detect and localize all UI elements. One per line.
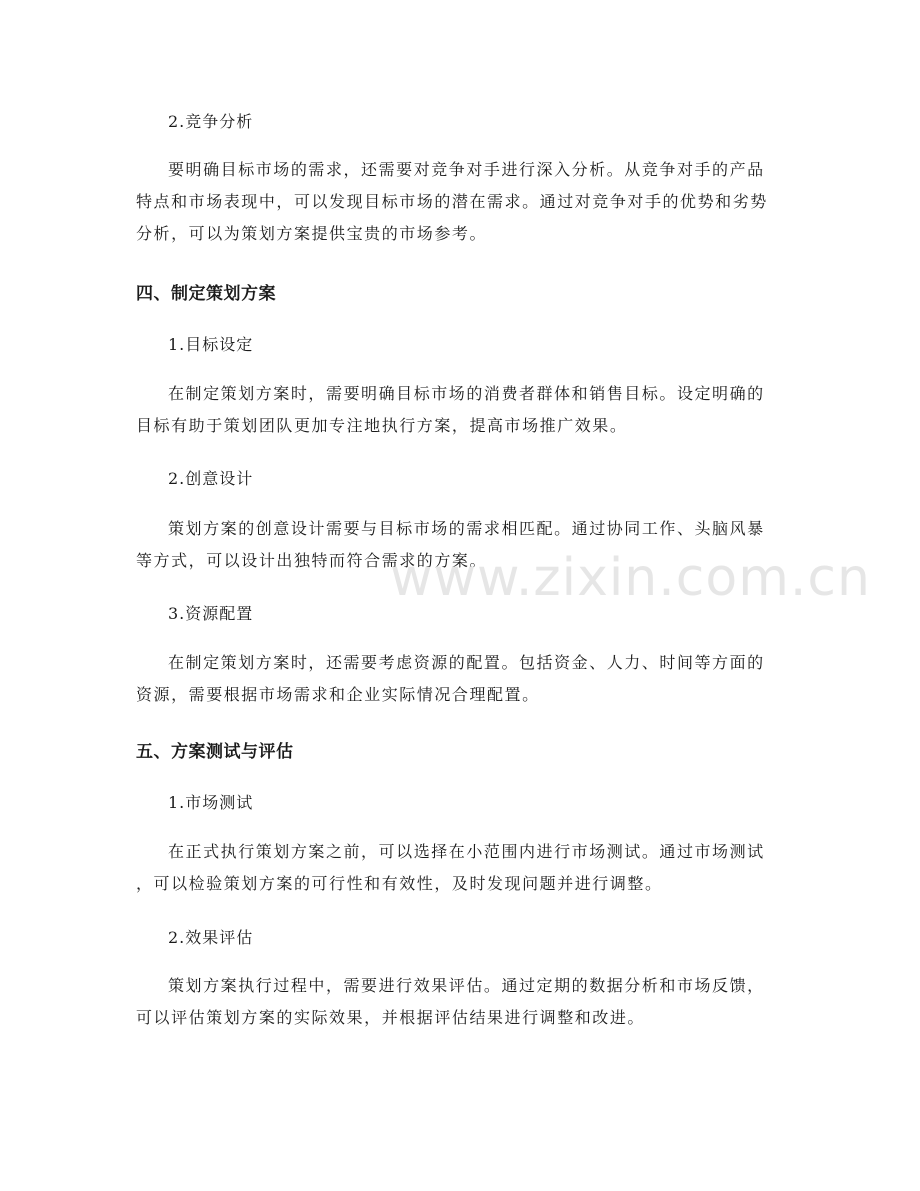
subsection-title-creative: 2.创意设计 <box>168 469 254 488</box>
paragraph-line: 在正式执行策划方案之前，可以选择在小范围内进行市场测试。通过市场测试 <box>168 842 765 861</box>
paragraph-line: ，可以检验策划方案的可行性和有效性，及时发现问题并进行调整。 <box>136 874 663 893</box>
paragraph-line: 策划方案执行过程中，需要进行效果评估。通过定期的数据分析和市场反馈， <box>168 976 765 995</box>
paragraph-line: 在制定策划方案时，还需要考虑资源的配置。包括资金、人力、时间等方面的 <box>168 653 765 672</box>
paragraph-line: 等方式，可以设计出独特而符合需求的方案。 <box>136 551 488 570</box>
watermark: www.zixin.com.cn <box>390 548 871 608</box>
subsection-title-goal: 1.目标设定 <box>168 335 254 354</box>
subsection-title-resources: 3.资源配置 <box>168 604 254 623</box>
subsection-title-market-test: 1.市场测试 <box>168 793 254 812</box>
paragraph-market-test <box>136 836 784 900</box>
paragraph-evaluation <box>136 970 784 1034</box>
paragraph-creative <box>136 513 784 577</box>
paragraph-line: 特点和市场表现中，可以发现目标市场的潜在需求。通过对竞争对手的优势和劣势 <box>136 192 768 211</box>
paragraph-line: 分析，可以为策划方案提供宝贵的市场参考。 <box>136 224 488 243</box>
paragraph-resources <box>136 647 784 711</box>
paragraph-line: 资源，需要根据市场需求和企业实际情况合理配置。 <box>136 685 540 704</box>
paragraph-goal <box>136 378 784 442</box>
paragraph-line: 策划方案的创意设计需要与目标市场的需求相匹配。通过协同工作、头脑风暴 <box>168 519 765 538</box>
subsection-title-evaluation: 2.效果评估 <box>168 928 254 947</box>
section-heading-testing: 五、方案测试与评估 <box>136 742 294 762</box>
paragraph-line: 目标有助于策划团队更加专注地执行方案，提高市场推广效果。 <box>136 416 628 435</box>
section-heading-plan: 四、制定策划方案 <box>136 284 276 304</box>
subsection-title-competition: 2.竞争分析 <box>168 112 254 131</box>
paragraph-line: 在制定策划方案时，需要明确目标市场的消费者群体和销售目标。设定明确的 <box>168 384 765 403</box>
paragraph-line: 要明确目标市场的需求，还需要对竞争对手进行深入分析。从竞争对手的产品 <box>168 160 765 179</box>
paragraph-line: 可以评估策划方案的实际效果，并根据评估结果进行调整和改进。 <box>136 1008 645 1027</box>
paragraph-competition <box>136 154 784 250</box>
